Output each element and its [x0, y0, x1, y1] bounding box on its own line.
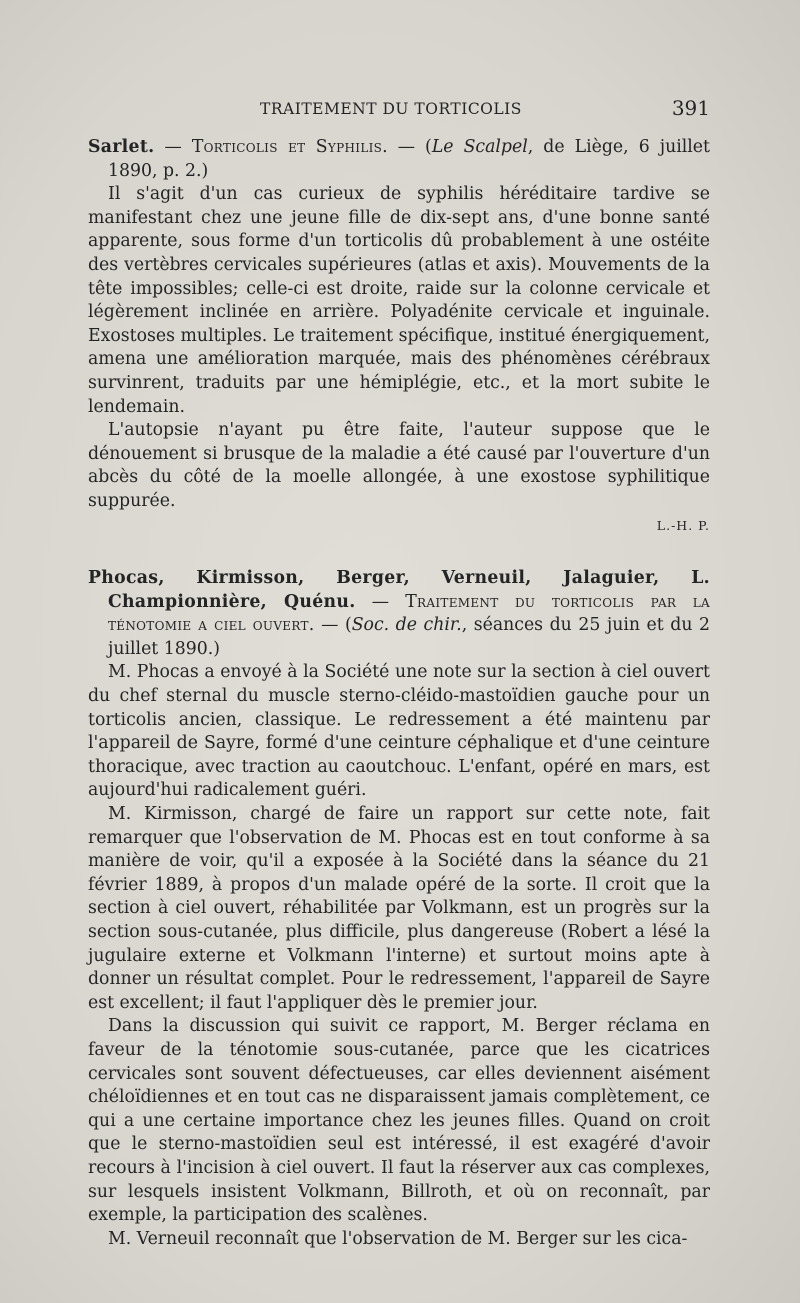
dash: — — [154, 137, 192, 157]
entry-heading-sarlet — [88, 136, 710, 183]
paragraph: M. Kirmisson, chargé de faire un rapport sur cette note, fait remarquer que l'observation de M. Phocas est en tout conforme à sa manière de voir, qu'il a exposée à la Société dans la séance du 21 février 1889, à propos d'un malade opéré de la sorte. Il croit que la section à ciel ouvert, réhabilitée par Volkmann, est un progrès sur la section sous-cutanée, plus difficile, plus dangereuse (Robert a lésé la jugulaire externe et Volkmann l'interne) et surtout moins apte à donner un résultat complet. Pour le redressement, l'appareil de Sayre est excellent; il faut l'appliquer dès le premier jour. — [88, 804, 710, 1013]
title-punct: . — [382, 137, 388, 157]
entry-author: Sarlet. — [88, 137, 155, 157]
dash: — — [355, 591, 406, 612]
page-number: 391 — [671, 96, 710, 120]
body-text — [88, 136, 710, 1251]
reviewer-signature: L.-H. P. — [656, 517, 710, 533]
entry-authors: Phocas, Kirmisson, Berger, Verneuil, Jalaguier, L. Championnière, Quénu. — [88, 568, 710, 612]
running-title: TRAITEMENT DU TORTICOLIS — [260, 100, 522, 118]
paragraph: L'autopsie n'ayant pu être faite, l'auteur suppose que le dénouement si brusque de la maladie a été causé par l'ouverture d'un abcès du côté de la moelle allongée, à une exostose syphilitique suppurée. — [88, 420, 710, 511]
paragraph: M. Verneuil reconnaît que l'observation de M. Berger sur les cica- — [108, 1228, 688, 1249]
entry-separator — [88, 537, 710, 567]
page-header — [88, 96, 710, 122]
dash: — ( — [314, 615, 352, 636]
dash: — ( — [387, 137, 432, 157]
paragraph: M. Phocas a envoyé à la Société une note sur la section à ciel ouvert du chef sternal du muscle sterno-cléido-mastoïdien gauche pour un torticolis ancien, classique. Le redressement a été maintenu par l'appareil de Sayre, formé d'une ceinture céphalique et d'une ceinture thoracique, avec traction au caoutchouc. L'enfant, opéré en mars, est aujourd'hui radicalement guéri. — [88, 662, 710, 801]
journal-ref: , de Liège, 6 juillet 1890, p. 2.) — [108, 137, 710, 181]
journal-ref: , séances du 25 juin et du 2 juillet 1890.) — [108, 615, 710, 659]
journal-name: Soc. de chir. — [351, 615, 462, 636]
entry-title: Traitement du torticolis par la ténotomie a ciel ouvert. — [108, 591, 710, 636]
entry-title: Torticolis et Syphilis — [191, 137, 383, 157]
paragraph: Il s'agit d'un cas curieux de syphilis héréditaire tardive se manifestant chez une jeune fille de dix-sept ans, d'une bonne santé apparente, sous forme d'un torticolis dû probablement à une ostéite des vertèbres cervicales supérieures (atlas et axis). Mouvements de la tête impossibles; celle-ci est droite, raide sur la colonne cervicale et légèrement inclinée en arrière. Polyadénite cervicale et inguinale. Exostoses multiples. Le traitement spécifique, institué énergiquement, amena une amélioration marquée, mais des phénomènes cérébraux survinrent, traduits par une hémiplégie, etc., et la mort subite le lendemain. — [88, 184, 710, 417]
entry-heading-phocas — [88, 567, 710, 661]
paragraph: Dans la discussion qui suivit ce rapport, M. Berger réclama en faveur de la ténotomie sous-cutanée, parce que les cicatrices cervicales sont souvent défectueuses, car elles deviennent aisément chéloïdiennes et en tout cas ne disparaissent jamais complètement, ce qui a une certaine importance chez les jeunes filles. Quand on croit que le sterno-mastoïdien seul est intéressé, il est exagéré d'avoir recours à l'incision à ciel ouvert. Il faut la réserver aux cas complexes, sur lesquels insistent Volkmann, Billroth, et où on reconnaît, par exemple, la participation des scalènes. — [88, 1016, 710, 1226]
journal-name: Le Scalpel — [431, 137, 528, 157]
